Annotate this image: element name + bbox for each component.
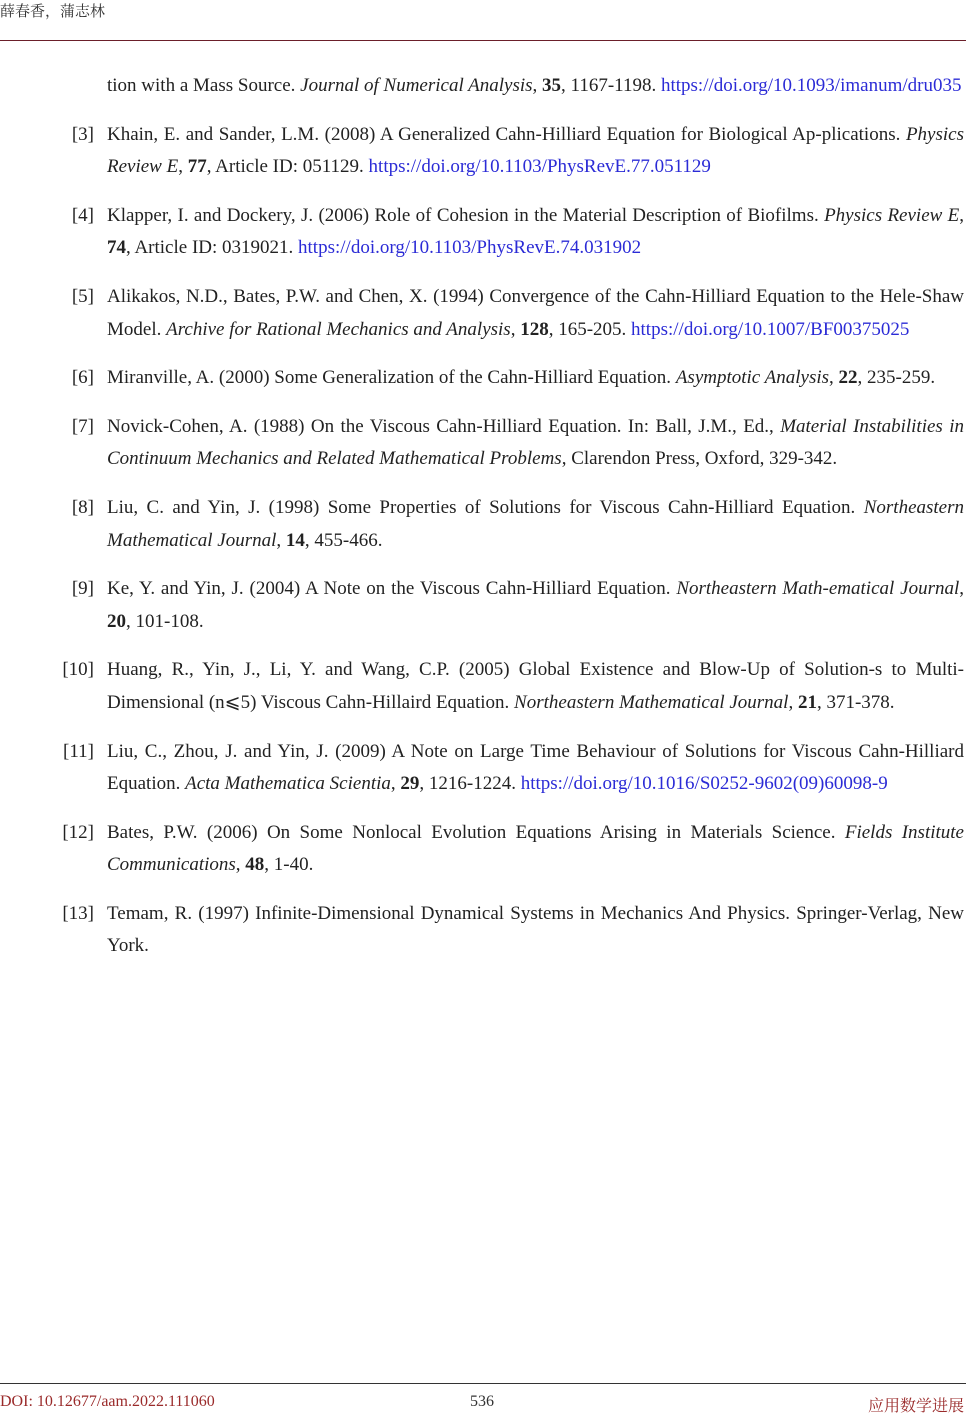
reference-number: [3] xyxy=(71,123,94,145)
reference-source-title: Journal of Numerical Analysis xyxy=(300,75,533,96)
reference-text: , 371-378. xyxy=(816,691,895,713)
reference-text: , xyxy=(959,204,964,226)
reference-number: [4] xyxy=(71,204,94,226)
doi-link[interactable]: https://doi.org/10.1093/imanum/dru035 xyxy=(660,75,962,96)
reference-entry xyxy=(0,362,964,395)
reference-volume: 21 xyxy=(797,691,817,713)
reference-text: , 1216-1224. xyxy=(419,773,521,795)
reference-number: [7] xyxy=(71,415,94,437)
reference-text: , xyxy=(788,691,798,713)
reference-volume: 29 xyxy=(400,773,420,795)
running-header-authors: 薛春香，蒲志林 xyxy=(0,4,106,20)
reference-text: , xyxy=(235,854,246,876)
reference-source-title: Northeastern Mathematical Journal xyxy=(514,691,789,713)
reference-text: , 1167-1198. xyxy=(561,75,661,96)
reference-volume: 35 xyxy=(542,75,562,96)
reference-volume: 48 xyxy=(245,854,265,876)
reference-entry xyxy=(0,119,964,184)
footer-journal-name: 应用数学进展 xyxy=(867,1398,964,1415)
doi-link[interactable]: https://doi.org/10.1007/BF00375025 xyxy=(631,318,910,340)
reference-source-title: Archive for Rational Mechanics and Analysis xyxy=(166,318,511,340)
footer-rule xyxy=(0,1383,966,1384)
reference-number: [5] xyxy=(71,285,94,307)
reference-text: , 235-259. xyxy=(857,367,936,389)
reference-number: [10] xyxy=(62,659,94,681)
reference-text: , xyxy=(276,529,286,551)
reference-text: , xyxy=(829,367,839,389)
reference-entry xyxy=(0,898,964,963)
reference-entry xyxy=(0,70,964,103)
reference-text: Novick-Cohen, A. (1988) On the Viscous Cahn-Hilliard Equation. In: Ball, J.M., Ed., xyxy=(107,415,781,437)
reference-text: Liu, C., Zhou, J. and Yin, J. (2009) A Note on Large Time Behaviour of Solutions for Viscous Cahn-Hilliard Equation. xyxy=(107,740,964,795)
reference-entry xyxy=(0,411,964,476)
reference-source-title: Northeastern Math-ematical Journal xyxy=(676,578,960,600)
reference-number: [6] xyxy=(71,367,94,389)
reference-text: tion with a Mass Source. xyxy=(107,75,301,96)
reference-text: , Article ID: 051129. xyxy=(206,156,369,178)
reference-text: , Clarendon Press, Oxford, 329-342. xyxy=(561,448,838,470)
reference-list xyxy=(0,70,966,979)
reference-volume: 14 xyxy=(285,529,305,551)
reference-entry xyxy=(0,736,964,801)
reference-volume: 22 xyxy=(838,367,858,389)
header-rule xyxy=(0,40,966,41)
reference-text: , xyxy=(390,773,401,795)
reference-text: , 101-108. xyxy=(126,610,204,632)
reference-source-title: Material Instabilities in Continuum Mechanics and Related Mathematical Problems xyxy=(107,415,964,470)
reference-volume: 77 xyxy=(187,156,207,178)
reference-text: , xyxy=(532,75,543,96)
doi-link[interactable]: https://doi.org/10.1103/PhysRevE.77.051129 xyxy=(368,156,711,178)
reference-volume: 20 xyxy=(107,610,126,632)
reference-text: , xyxy=(510,318,521,340)
reference-number: [11] xyxy=(63,740,94,762)
reference-entry xyxy=(0,573,964,638)
reference-text: Alikakos, N.D., Bates, P.W. and Chen, X. (1994) Convergence of the Cahn-Hilliard Equation to the Hele-Shaw Model. xyxy=(107,285,964,340)
reference-source-title: Acta Mathematica Scientia xyxy=(185,773,391,795)
reference-number: [12] xyxy=(62,821,94,843)
reference-number: [13] xyxy=(62,902,94,924)
page-number: 536 xyxy=(470,1393,494,1410)
reference-entry xyxy=(0,817,964,882)
reference-volume: 74 xyxy=(107,237,126,259)
reference-number: [8] xyxy=(71,496,94,518)
reference-text: Temam, R. (1997) Infinite-Dimensional Dynamical Systems in Mechanics And Physics. Springer-Verlag, New York. xyxy=(107,902,964,957)
reference-text: , xyxy=(178,156,188,178)
footer-doi: DOI: 10.12677/aam.2022.111060 xyxy=(0,1393,215,1410)
reference-entry xyxy=(0,200,964,265)
reference-text: Klapper, I. and Dockery, J. (2006) Role of Cohesion in the Material Description of Biofilms. xyxy=(107,204,825,226)
reference-text: , Article ID: 0319021. xyxy=(126,237,299,259)
reference-text: , 455-466. xyxy=(304,529,383,551)
reference-number: [9] xyxy=(71,578,94,600)
reference-source-title: Physics Review E xyxy=(824,204,960,226)
reference-source-title: Asymptotic Analysis xyxy=(675,367,830,389)
reference-source-title: Fields Institute Communications xyxy=(107,821,964,876)
doi-link[interactable]: https://doi.org/10.1016/S0252-9602(09)60098-9 xyxy=(520,773,888,795)
reference-text: Khain, E. and Sander, L.M. (2008) A Generalized Cahn-Hilliard Equation for Biological Ap-plications. xyxy=(107,123,906,145)
reference-text: , xyxy=(959,578,964,600)
doi-link[interactable]: https://doi.org/10.1103/PhysRevE.74.031902 xyxy=(298,237,642,259)
reference-text: Liu, C. and Yin, J. (1998) Some Properties of Solutions for Viscous Cahn-Hilliard Equation. xyxy=(107,496,864,518)
reference-text: Ke, Y. and Yin, J. (2004) A Note on the Viscous Cahn-Hilliard Equation. xyxy=(107,578,677,600)
reference-text: Bates, P.W. (2006) On Some Nonlocal Evolution Equations Arising in Materials Science. xyxy=(107,821,845,843)
reference-entry xyxy=(0,492,964,557)
reference-text: Huang, R., Yin, J., Li, Y. and Wang, C.P. (2005) Global Existence and Blow-Up of Solution-s to Multi-Dimensional (n⩽5) Viscous Cahn-Hillaird Equation. xyxy=(107,659,964,713)
reference-entry xyxy=(0,281,964,346)
reference-source-title: Physics Review E xyxy=(107,123,964,178)
reference-text: , 165-205. xyxy=(548,318,632,340)
reference-source-title: Northeastern Mathematical Journal xyxy=(107,496,964,551)
reference-text: Miranville, A. (2000) Some Generalization of the Cahn-Hilliard Equation. xyxy=(107,367,676,389)
reference-text: , 1-40. xyxy=(264,854,314,876)
reference-entry xyxy=(0,654,964,719)
reference-volume: 128 xyxy=(520,318,549,340)
